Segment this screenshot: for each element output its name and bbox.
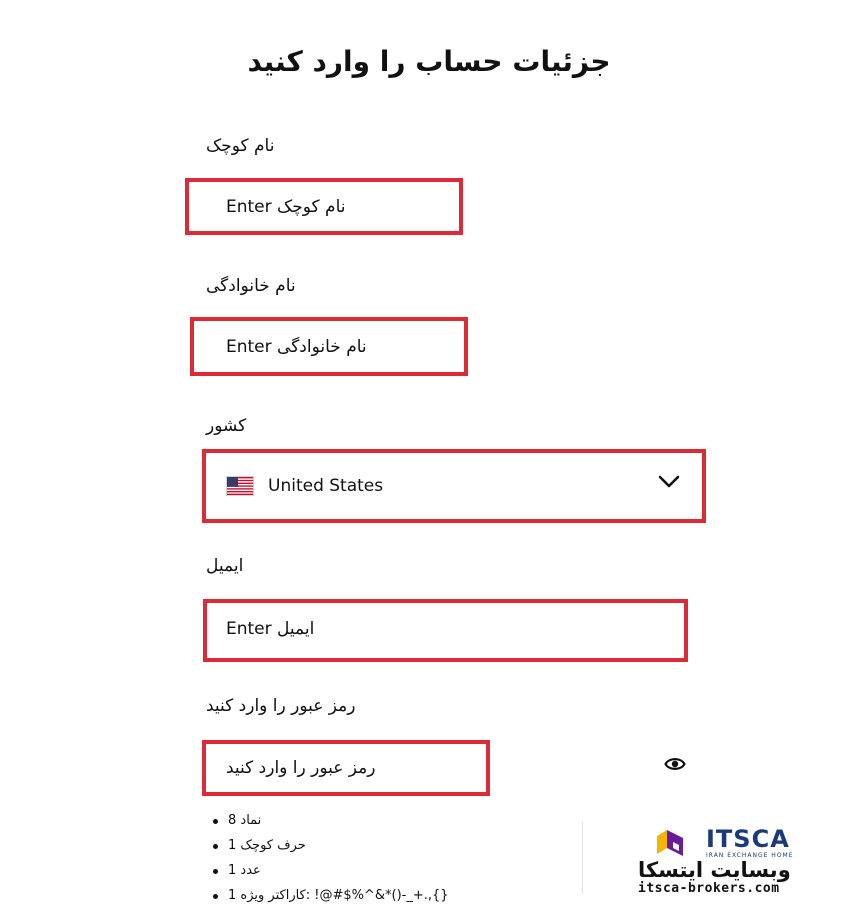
- last-name-placeholder: Enter نام خانوادگی: [226, 336, 367, 357]
- eye-icon[interactable]: [664, 756, 686, 772]
- watermark-persian-text: وبسایت ایتسکا: [638, 858, 791, 882]
- country-selected-value: United States: [268, 476, 384, 496]
- us-flag-icon: [226, 476, 254, 496]
- country-label: کشور: [206, 416, 247, 436]
- email-placeholder: Enter ایمیل: [226, 619, 315, 639]
- email-input[interactable]: [203, 599, 688, 662]
- password-rule: 8 نماد: [212, 809, 449, 834]
- last-name-label: نام خانوادگی: [206, 276, 296, 296]
- first-name-input[interactable]: [185, 178, 463, 235]
- last-name-input[interactable]: [190, 317, 468, 376]
- itsca-logo-icon: [653, 826, 695, 858]
- password-rules-list: [212, 809, 449, 909]
- watermark-brand: ITSCA: [706, 825, 790, 853]
- password-rule: 1 عدد: [212, 859, 449, 884]
- password-rule: 1 حرف کوچک: [212, 834, 449, 859]
- chevron-down-icon[interactable]: [658, 475, 680, 489]
- first-name-placeholder: Enter نام کوچک: [226, 196, 346, 217]
- watermark-url: itsca-brokers.com: [638, 881, 780, 896]
- itsca-watermark: [582, 822, 844, 902]
- password-input[interactable]: [202, 740, 490, 796]
- email-label: ایمیل: [206, 556, 244, 576]
- watermark-tagline: IRAN EXCHANGE HOME: [706, 852, 794, 859]
- watermark-divider: [582, 822, 583, 894]
- password-label: رمز عبور را وارد کنید: [206, 696, 356, 716]
- page-title: جزئیات حساب را وارد کنید: [247, 45, 611, 78]
- password-rule: 1 کاراکتر ویژه: !@#$%^&*()-_+.,{}: [212, 884, 449, 909]
- country-select[interactable]: [202, 449, 706, 523]
- password-placeholder: رمز عبور را وارد کنید: [226, 758, 376, 778]
- first-name-label: نام کوچک: [206, 136, 275, 156]
